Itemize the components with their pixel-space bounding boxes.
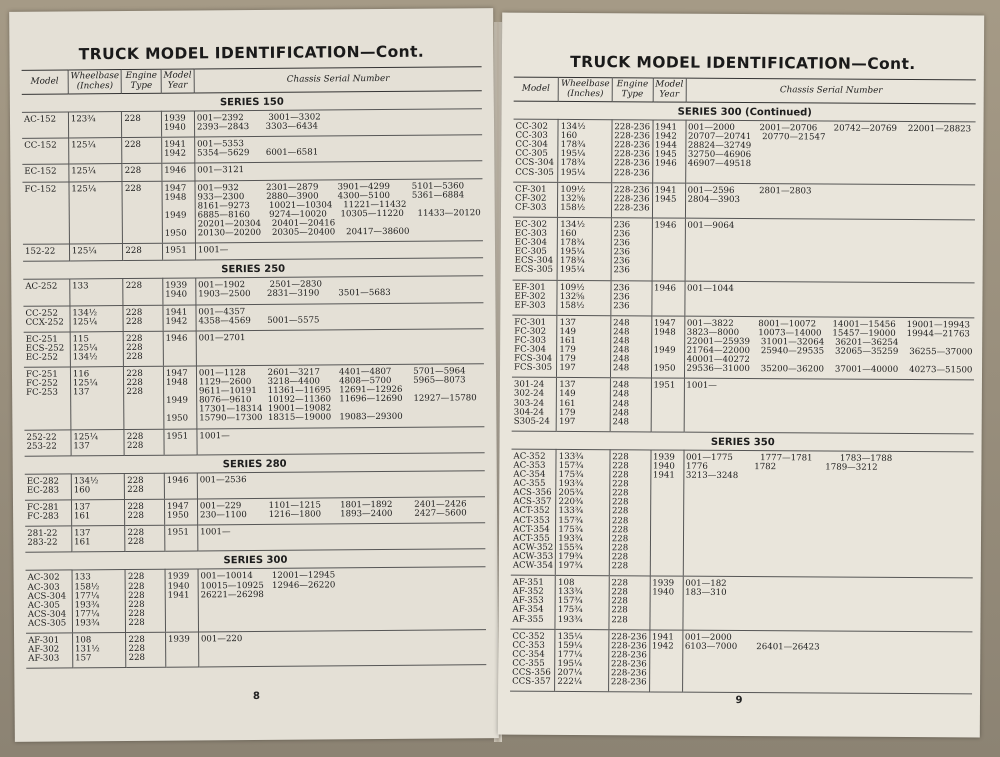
model-cell: CC-302 CC-303 CC-304 CC-305 CCS-304 CCS-305	[513, 119, 558, 182]
wheelbase-cell: 108 131½ 157	[72, 633, 126, 669]
chassis-serial-cell: 001—10014 12001—12945 10015—10925 12946—26220 26221—26298	[198, 567, 486, 632]
chassis-serial-cell: 001—4357 4358—4569 5001—5575	[196, 302, 484, 330]
model-cell: 281-22 283-22	[25, 526, 72, 553]
wheelbase-cell: 135¼ 159¼ 177¼ 195¼ 207¼ 222¼	[555, 629, 609, 692]
year-cell: 1941 1942	[162, 137, 195, 163]
year-cell: 1951	[162, 243, 195, 260]
chassis-serial-cell: 001—932 2301—2879 3901—4299 5101—5360 933—2300 2880—3900 4300—5100 5361—6884 8161—9273 10021—10304 11221—11432 6885—8160 9274—10020 10305—11220 11433—20120 20201—20304 20401—20416 20130—20200 20305—20400 20417—38600	[195, 178, 483, 243]
table-row	[23, 302, 483, 332]
chassis-serial-cell: 001—220	[198, 630, 486, 668]
year-cell: 1939 1940	[161, 111, 194, 137]
chassis-serial-cell: 1001—	[197, 426, 485, 454]
wheelbase-cell: 133¾ 157¾ 175¾ 193¾ 205¾ 220¾ 133¾ 157¾ 175¾ 193¾ 155¾ 179¾ 197¾	[556, 449, 610, 576]
table-row	[26, 567, 486, 633]
model-cell: 152-22	[23, 244, 69, 261]
series-heading: SERIES 250	[23, 258, 483, 280]
engine-cell: 228-236 228-236 228-236	[611, 182, 652, 218]
chassis-serial-cell: 001—2000 2001—20706 20742—20769 22001—28823 20707—20741 20770—21547 28824—32749 32750—46906 46907—49518	[685, 120, 976, 184]
year-cell: 1939 1940	[163, 278, 196, 304]
model-cell: CC-352 CC-353 CC-354 CC-355 CCS-356 CCS-357	[510, 629, 555, 692]
engine-cell: 228 228 228 228 228 228 228 228 228 228 228 228 228	[609, 450, 650, 576]
engine-cell: 228 228	[125, 473, 165, 499]
engine-cell: 228	[122, 138, 162, 164]
table-row	[26, 630, 486, 669]
year-cell: 1946	[651, 280, 684, 315]
header-wheelbase: Wheelbase (Inches)	[558, 77, 612, 101]
engine-cell: 228	[123, 279, 163, 305]
wheelbase-cell: 125¼	[68, 138, 122, 165]
chassis-serial-cell: 001—3121	[195, 161, 483, 180]
year-cell: 1951	[164, 428, 197, 454]
table-row	[24, 426, 484, 456]
engine-cell: 248 248 248 248 248 248	[610, 315, 651, 378]
model-cell: FC-251 FC-252 FC-253	[24, 367, 71, 430]
model-cell: EC-302 EC-303 EC-304 EC-305 ECS-304 ECS-305	[513, 217, 558, 280]
page-right	[498, 13, 984, 738]
year-cell: 1939	[165, 632, 198, 668]
engine-cell: 228 228 228	[124, 331, 164, 367]
model-cell: FC-281 FC-283	[25, 500, 72, 527]
model-cell: CC-152	[22, 138, 69, 165]
model-cell: FC-152	[22, 182, 69, 245]
page-title: TRUCK MODEL IDENTIFICATION—Cont.	[570, 52, 916, 74]
chassis-serial-cell: 001—2596 2801—2803 2804—3903	[685, 183, 976, 220]
year-cell: 1951	[651, 378, 684, 432]
wheelbase-cell: 125¼	[69, 181, 123, 244]
header-model: Model	[514, 77, 559, 101]
chassis-serial-cell: 001—1775 1777—1781 1783—1788 1776 1782 1789—3212 3213—3248	[683, 450, 974, 578]
table-row	[24, 328, 484, 367]
engine-cell: 228 228	[123, 305, 163, 331]
year-cell: 1947 1948 1949 1950	[162, 181, 195, 244]
header-engine: Engine Type	[121, 69, 161, 93]
series-heading: SERIES 150	[22, 91, 482, 113]
page-title: TRUCK MODEL IDENTIFICATION—Cont.	[78, 42, 425, 64]
wheelbase-cell: 133	[70, 279, 124, 306]
table-row	[510, 575, 973, 631]
wheelbase-cell: 134½ 160	[71, 473, 125, 500]
model-cell: AF-301 AF-302 AF-303	[26, 633, 73, 669]
table-row	[23, 276, 483, 306]
engine-cell: 248 248 248 248 248	[610, 378, 651, 432]
wheelbase-cell: 134½ 125¼	[70, 305, 124, 332]
chassis-serial-cell: 001—5353 5354—5629 6001—6581	[195, 135, 483, 163]
wheelbase-cell: 123¾	[68, 112, 122, 139]
wheelbase-cell: 115 125¼ 134½	[70, 331, 124, 367]
model-cell: 252-22 253-22	[24, 429, 71, 456]
identification-table	[510, 77, 976, 695]
wheelbase-cell: 108 133¾ 157¾ 175¾ 193¾	[555, 575, 609, 629]
table-row	[25, 523, 485, 553]
year-cell: 1946	[162, 163, 195, 180]
table-body	[22, 91, 486, 669]
table-row	[22, 178, 482, 244]
model-cell: AC-152	[22, 112, 69, 139]
chassis-serial-cell: 001—2000 6103—7000 26401—26423	[682, 630, 973, 694]
page-left	[9, 8, 499, 742]
model-cell: AC-352 AC-353 AC-354 AC-355 ACS-356 ACS-357 ACT-352 ACT-353 ACT-354 ACT-355 ACW-352 ACW-353 ACW-354	[511, 449, 557, 575]
table-row	[512, 280, 975, 318]
identification-table	[22, 66, 487, 669]
series-heading: SERIES 280	[25, 452, 485, 474]
year-cell: 1941 1942	[163, 304, 196, 330]
chassis-serial-cell: 1001—	[198, 523, 486, 551]
chassis-serial-cell: 001—229 1101—1215 1801—1892 2401—2426 230—1100 1216—1800 1893—2400 2427—5600	[197, 497, 485, 525]
model-cell: EC-282 EC-283	[25, 474, 72, 501]
year-cell: 1947 1950	[164, 499, 197, 525]
table-row	[25, 497, 485, 527]
header-year: Model Year	[161, 69, 194, 93]
year-cell: 1946	[164, 473, 197, 499]
engine-cell: 228 228 228	[126, 632, 166, 668]
engine-cell: 228	[122, 181, 162, 244]
table-row	[510, 629, 973, 694]
header-engine: Engine Type	[612, 78, 653, 102]
model-cell: EC-251 ECS-252 EC-252	[24, 332, 71, 368]
series-heading: SERIES 300 (Continued)	[514, 101, 976, 122]
header-year: Model Year	[653, 78, 686, 102]
year-cell: 1947 1948 1949 1950	[163, 366, 196, 429]
header-wheelbase: Wheelbase (Inches)	[68, 70, 122, 94]
table-row	[513, 182, 976, 220]
chassis-serial-cell: 001—2536	[197, 471, 485, 499]
engine-cell: 228 228 228 228 228	[609, 576, 650, 630]
page-number: 8	[252, 690, 261, 703]
model-cell: AC-252	[23, 279, 70, 306]
year-cell: 1941 1942 1944 1945 1946	[652, 120, 685, 183]
series-heading: SERIES 300	[25, 549, 485, 571]
chassis-serial-cell: 001—2701	[196, 328, 484, 366]
model-cell: 301-24 302-24 303-24 304-24 S305-24	[512, 377, 557, 431]
model-cell: FC-301 FC-302 FC-303 FC-304 FCS-304 FCS-305	[512, 315, 557, 378]
engine-cell: 228	[122, 111, 162, 137]
year-cell: 1946	[652, 218, 685, 281]
wheelbase-cell: 109½ 132⅝ 158½	[558, 182, 612, 218]
model-cell: EC-152	[22, 164, 68, 181]
engine-cell: 228 228	[124, 429, 164, 455]
chassis-serial-cell: 001—1902 2501—2830 1903—2500 2831—3190 3501—5683	[196, 276, 484, 304]
engine-cell: 228 228	[125, 525, 165, 551]
chassis-serial-cell: 001—1128 2601—3217 4401—4807 5701—5964 1129—2600 3218—4400 4808—5700 5965—8073 9611—10191 11361—11695 12691—12926 8076—9610 10192—11360 11696—12690 12927—15780 17301—18314 19001—19082 15790—17300 18315—19000 19083—29300	[196, 364, 484, 429]
engine-cell: 236 236 236	[611, 280, 652, 316]
year-cell: 1939 1940 1941	[165, 569, 198, 632]
chassis-serial-cell: 001—182 183—310	[682, 576, 973, 631]
year-cell: 1941 1945	[652, 183, 685, 218]
header-chassis: Chassis Serial Number	[194, 67, 482, 93]
model-cell: CC-252 CCX-252	[23, 305, 70, 332]
wheelbase-cell: 137 149 161 179 197	[556, 378, 610, 432]
table-row	[511, 449, 974, 578]
table-row	[22, 135, 482, 165]
table-row	[512, 377, 975, 433]
wheelbase-cell: 134½ 160 178¾ 195¼ 178¾ 195¼	[558, 119, 612, 182]
chassis-serial-cell: 001—2392 3001—3302 2393—2843 3303—6434	[194, 109, 482, 137]
wheelbase-cell: 125¼ 137	[71, 429, 125, 456]
wheelbase-cell: 137 161	[71, 500, 125, 527]
wheelbase-cell: 116 125¼ 137	[70, 366, 124, 429]
model-cell: CF-301 CF-302 CF-303	[513, 182, 558, 218]
wheelbase-cell: 134½ 160 178¾ 195¼ 178¾ 195¼	[557, 217, 611, 280]
table-header-row	[22, 67, 482, 95]
table-header-row	[514, 77, 977, 104]
year-cell: 1941 1942	[649, 630, 682, 693]
header-model: Model	[22, 70, 69, 94]
engine-cell: 228	[122, 164, 162, 181]
year-cell: 1946	[163, 331, 196, 367]
model-cell: AC-302 AC-303 ACS-304 AC-305 ACS-304 ACS-305	[26, 570, 73, 633]
engine-cell: 236 236 236 236 236 236	[611, 218, 652, 281]
engine-cell: 228 228 228 228 228 228	[125, 570, 165, 633]
wheelbase-cell: 137 149 161 179 179 197	[557, 315, 611, 378]
chassis-serial-cell: 001—3822 8001—10072 14001—15456 19001—19943 3823—8000 10073—14000 15457—19000 19944—21763 22001—25939 31001—32064 36201—36254 21764—22000 25940—29535 32065—35259 36255—37000 40001—40272 29536—31000 35200—36200 37001—40000 40273—51500	[684, 316, 975, 380]
wheelbase-cell: 133 158½ 177¼ 193¾ 177¼ 193¾	[72, 570, 126, 633]
page-number: 9	[735, 694, 743, 707]
engine-cell: 228	[123, 243, 163, 260]
engine-cell: 228 228	[125, 499, 165, 525]
year-cell: 1951	[165, 525, 198, 551]
year-cell: 1939 1940 1941	[650, 450, 684, 576]
chassis-serial-cell: 1001—	[195, 241, 483, 260]
table-body	[510, 101, 976, 694]
wheelbase-cell: 109½ 132⅝ 158½	[557, 280, 611, 316]
year-cell: 1947 1948 1949 1950	[651, 316, 684, 379]
header-chassis: Chassis Serial Number	[686, 78, 977, 104]
wheelbase-cell: 125¼	[69, 244, 123, 262]
table-row	[512, 315, 975, 380]
model-cell: EF-301 EF-302 EF-303	[512, 280, 557, 316]
table-row	[513, 217, 976, 282]
chassis-serial-cell: 1001—	[684, 378, 975, 433]
chassis-serial-cell: 001—9064	[685, 218, 976, 282]
table-row	[25, 471, 485, 501]
table-row	[24, 364, 484, 430]
table-row	[22, 109, 482, 139]
table-row	[513, 119, 976, 184]
engine-cell: 228-236 228-236 228-236 228-236 228-236 228-236	[612, 120, 653, 183]
engine-cell: 228-236 228-236 228-236 228-236 228-236 228-236	[608, 629, 649, 692]
wheelbase-cell: 137 161	[72, 526, 126, 553]
wheelbase-cell: 125¼	[69, 164, 123, 182]
engine-cell: 228 228 228	[124, 366, 164, 429]
chassis-serial-cell: 001—1044	[684, 281, 975, 318]
year-cell: 1939 1940	[649, 576, 682, 630]
series-heading: SERIES 350	[512, 431, 974, 452]
model-cell: AF-351 AF-352 AF-353 AF-354 AF-355	[510, 575, 555, 629]
